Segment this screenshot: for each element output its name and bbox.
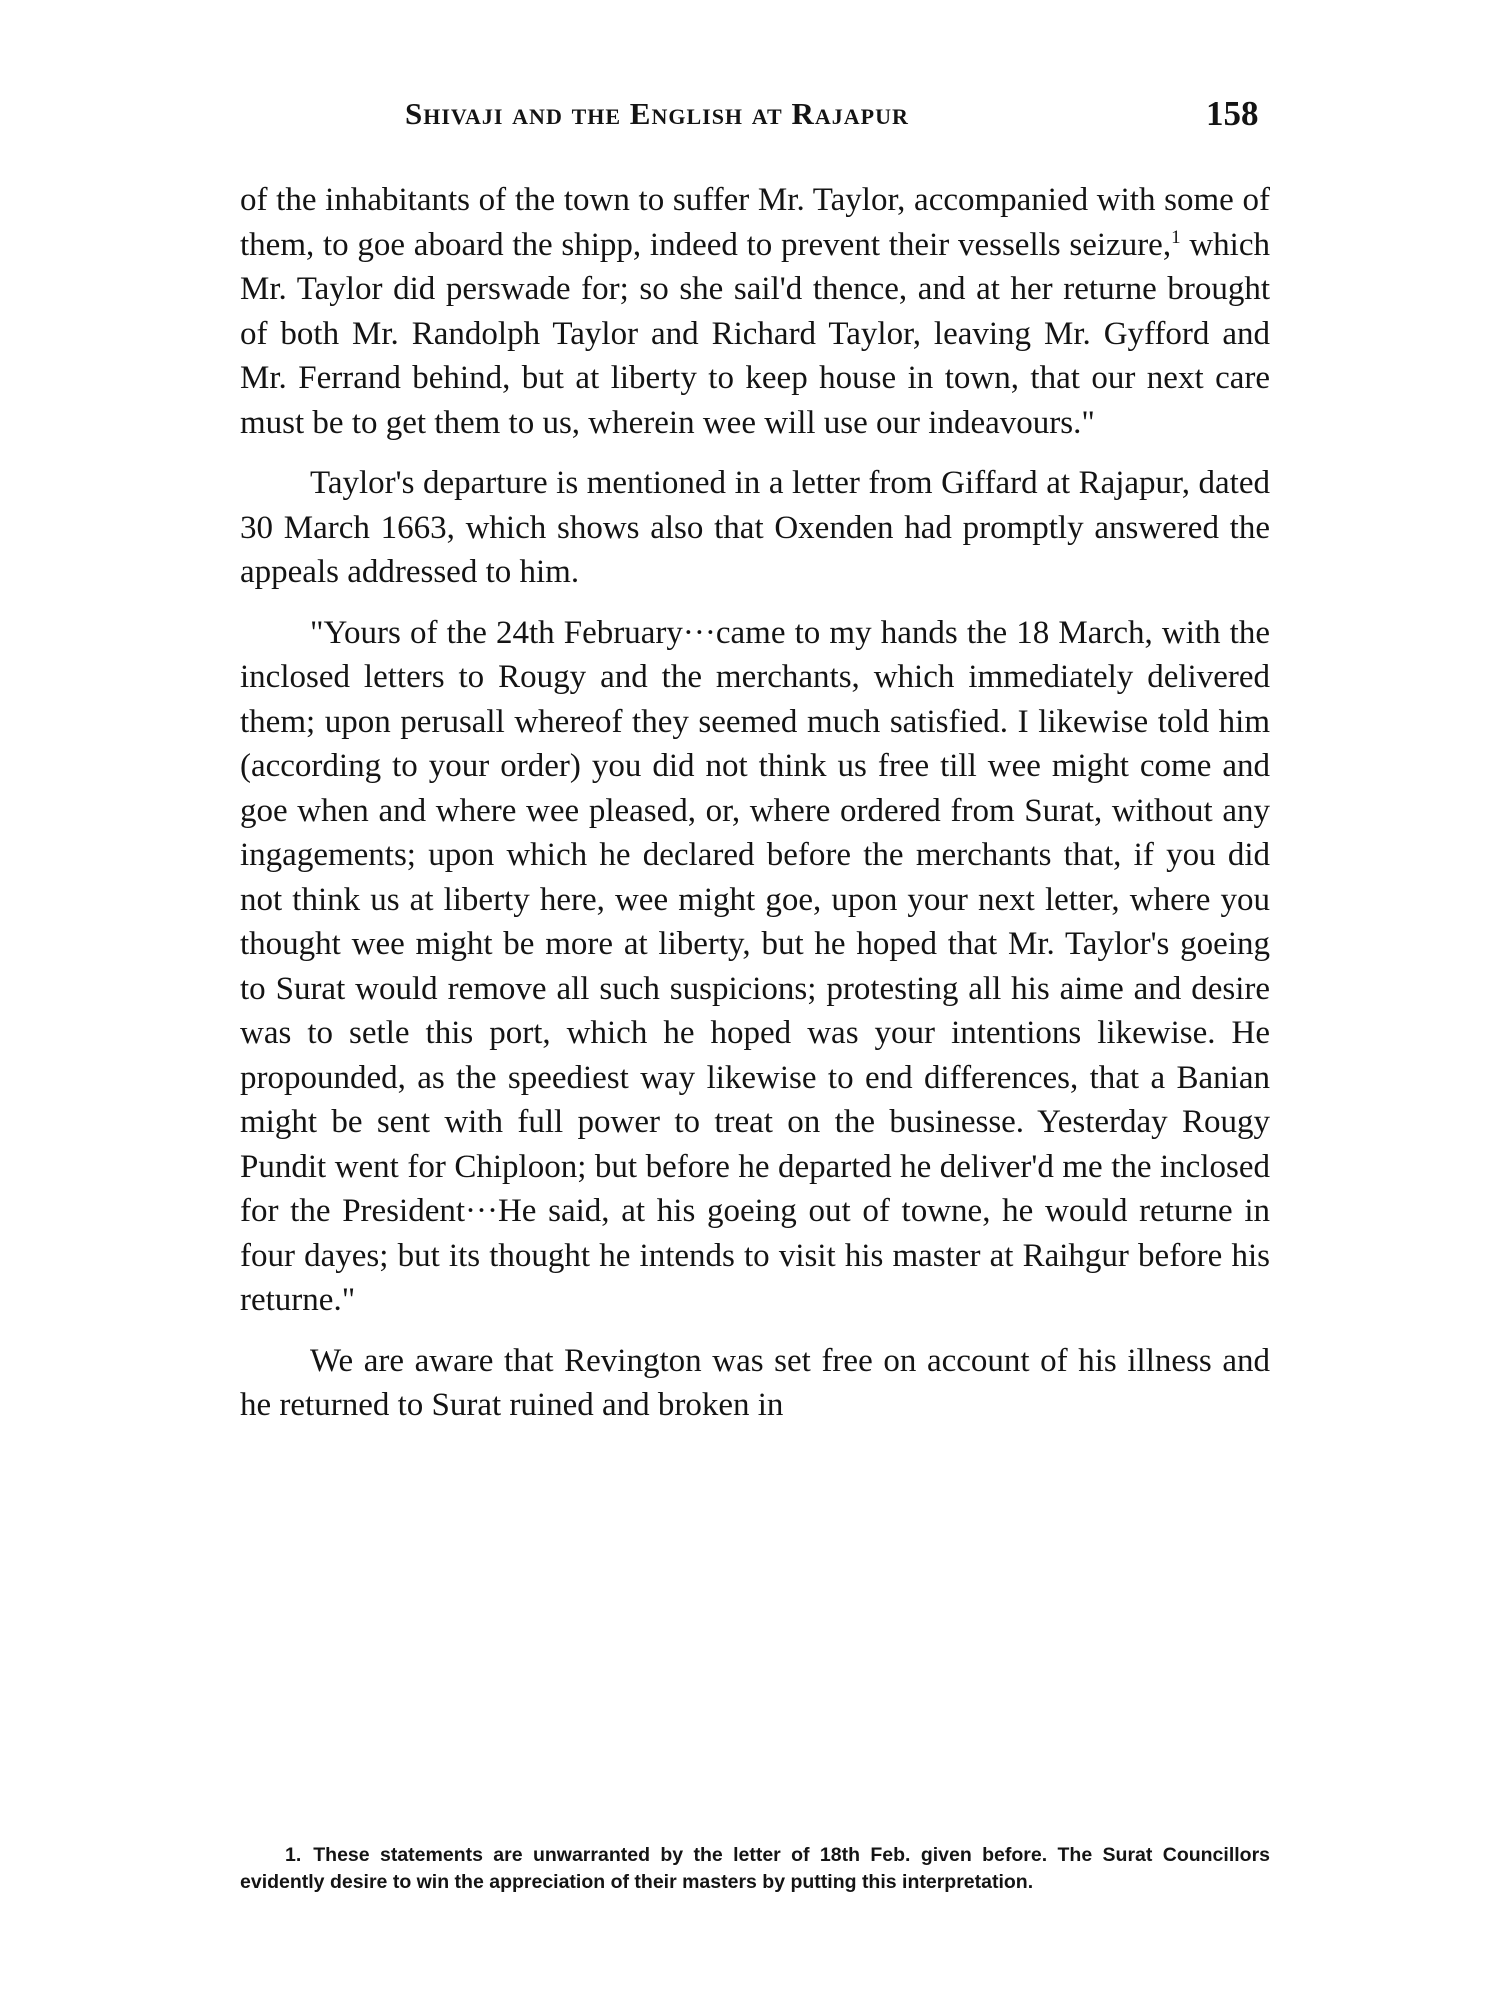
footnote-number: 1.	[285, 1844, 302, 1866]
paragraph-1	[240, 178, 1270, 445]
paragraph-3-quotation: "Yours of the 24th February···came to my hands the 18 March, with the inclosed letters to Rougy and the merchants, which immediately delivered them; upon perusall whereof they seemed much satisfied. I likewise told him (according to your order) you did not think us free till wee might come and goe when and where wee pleased, or, where ordered from Surat, without any ingagements; upon which he declared before the merchants that, if you did not think us at liberty here, wee might goe, upon your next letter, where you thought wee might be more at liberty, but he hoped that Mr. Taylor's goeing to Surat would remove all such suspicions; protesting all his aime and desire was to setle this port, which he hoped was your intentions likewise. He propounded, as the speediest way likewise to end differences, that a Banian might be sent with full power to treat on the businesse. Yesterday Rougy Pundit went for Chiploon; but before he departed he deliver'd me the inclosed for the President···He said, at his goeing out of towne, he would returne in four dayes; but its thought he intends to visit his master at Raihgur before his returne."	[240, 614, 1270, 1318]
running-title: Shivaji and the English at Rajapur	[405, 96, 909, 131]
paragraph-4: We are aware that Revington was set free on account of his illness and he returned to Surat ruined and broken in	[240, 1342, 1270, 1423]
paragraph-1-text-a: of the inhabitants of the town to suffer Mr. Taylor, accompanied with some of them, to goe aboard the shipp, indeed to prevent their vessells seizure,	[240, 182, 1270, 263]
page-number: 158	[1206, 94, 1259, 133]
paragraph-1-text-b: which Mr. Taylor did perswade for; so she sail'd thence, and at her returne brought of both Mr. Randolph Taylor and Richard Taylor, leaving Mr. Gyfford and Mr. Ferrand behind, but at liberty to keep house in town, that our next care must be to get them to us, wherein wee will use our indeavours."	[240, 226, 1270, 441]
footnote-text: These statements are unwarranted by the letter of 18th Feb. given before. The Surat Councillors evidently desire to win the appreciation of their masters by putting this interpretation.	[240, 1844, 1270, 1893]
footnote	[240, 1842, 1270, 1896]
body-text	[240, 178, 1270, 1428]
paragraph-2: Taylor's departure is mentioned in a letter from Giffard at Rajapur, dated 30 March 1663, which shows also that Oxenden had promptly answered the appeals addressed to him.	[240, 465, 1270, 590]
footnote-reference: 1	[1171, 226, 1181, 248]
